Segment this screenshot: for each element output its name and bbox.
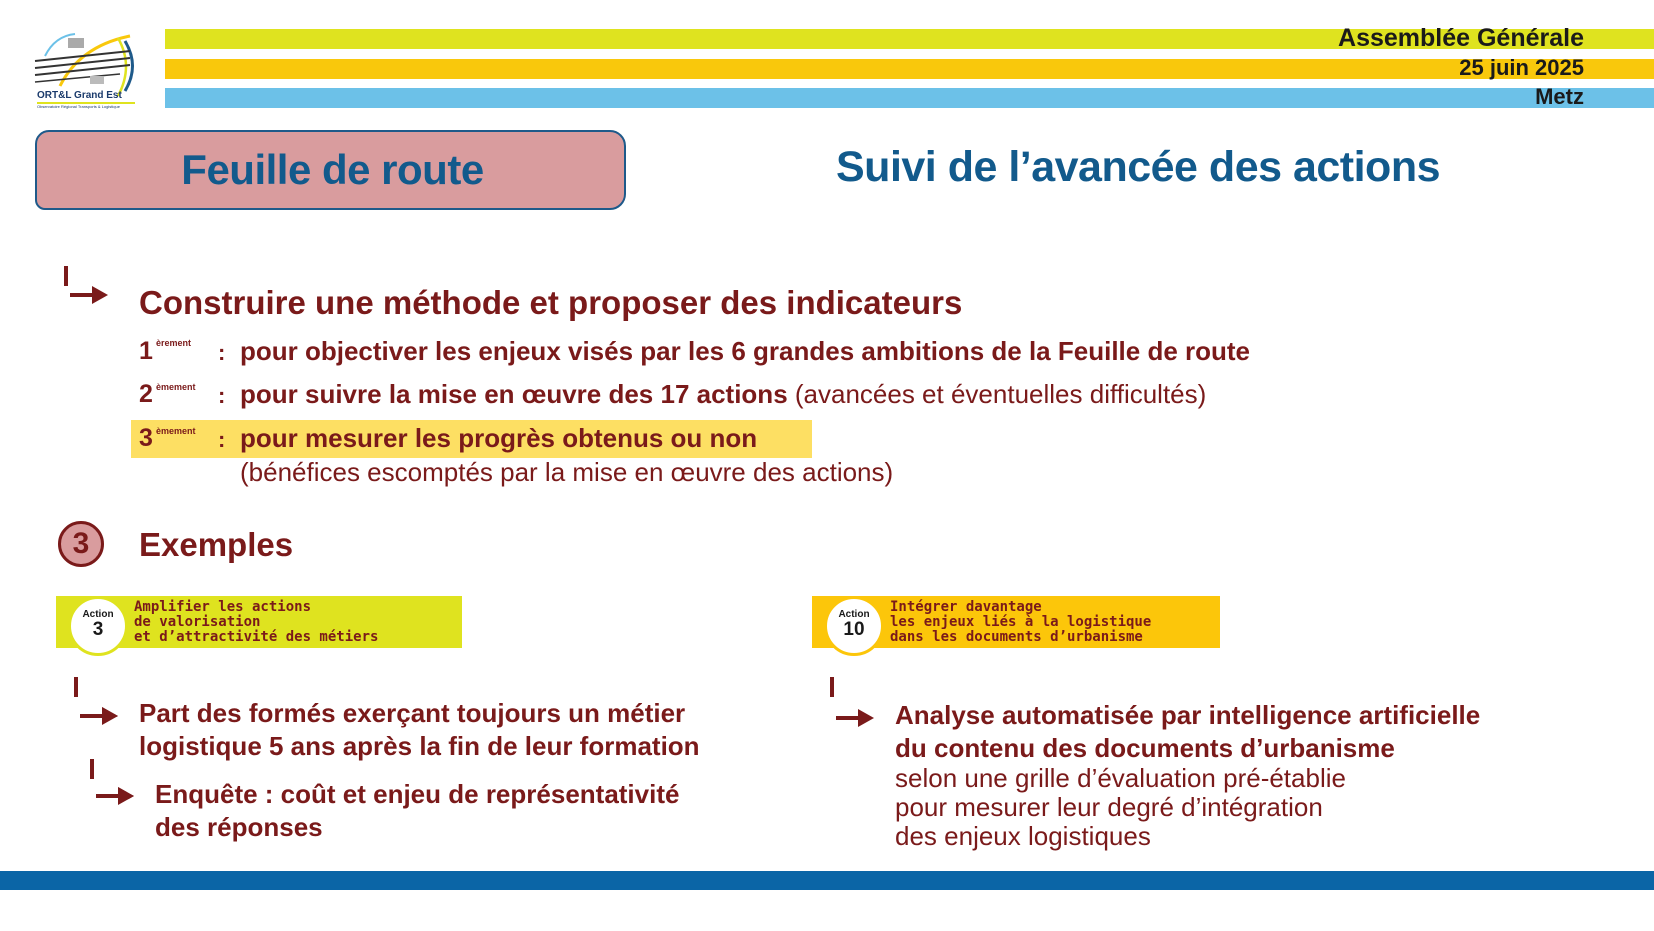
arrow-head-icon xyxy=(88,777,134,817)
roadmap-title-box xyxy=(35,130,626,210)
event-date: 25 juin 2025 xyxy=(1459,55,1584,80)
arrow-head-icon xyxy=(828,699,874,739)
step-3-bold: pour mesurer les progrès obtenus ou non xyxy=(240,423,758,453)
action-10-indicator-line: du contenu des documents d’urbanisme xyxy=(895,733,1395,763)
roadmap-title: Feuille de route xyxy=(181,146,484,193)
logo-name: ORT&L Grand Est xyxy=(37,90,122,101)
step-2-suffix: èmement xyxy=(156,382,196,392)
action-3-indicator xyxy=(139,697,700,763)
action-3-number: 3 xyxy=(92,619,104,640)
step-3-number: 3 xyxy=(139,424,153,452)
action-10-title-line: dans les documents d’urbanisme xyxy=(890,629,1143,645)
step-2-number: 2 xyxy=(139,380,153,408)
action-10-title-line: Intégrer davantage xyxy=(890,599,1042,615)
step-3-colon: : xyxy=(218,427,226,452)
header-band-orange xyxy=(165,59,1654,79)
action-10-title xyxy=(890,600,1151,645)
step-1-number: 1 xyxy=(139,337,153,365)
action-10-title-line: les enjeux liés à la logistique xyxy=(890,614,1152,630)
step-2-text xyxy=(240,379,1206,410)
header-band-blue xyxy=(165,88,1654,108)
action-3-title xyxy=(134,600,378,645)
action-3-indicator-line: Part des formés exerçant toujours un métier xyxy=(139,698,686,728)
step-1-text xyxy=(240,336,1250,367)
step-1-suffix: èrement xyxy=(156,338,192,348)
step-2-plain: (avancées et éventuelles difficultés) xyxy=(787,379,1207,409)
section-number-badge: 3 xyxy=(58,521,104,567)
action-3-indicator-line: logistique 5 ans après la fin de leur formation xyxy=(139,731,700,761)
action-3-title-line: Amplifier les actions xyxy=(134,599,312,615)
logo-subtitle: Observatoire Régional Transports & Logistique xyxy=(37,104,120,109)
action-10-detail-line: pour mesurer leur degré d’intégration xyxy=(895,792,1323,822)
action-3-note-line: des réponses xyxy=(155,812,323,842)
page-title: Suivi de l’avancée des actions xyxy=(836,143,1441,191)
action-10-label: Action xyxy=(838,609,870,620)
arrow-head-icon xyxy=(72,697,118,737)
step-2-bold: pour suivre la mise en œuvre des 17 actions xyxy=(240,379,788,409)
action-10-number: 10 xyxy=(843,619,865,640)
action-3-title-line: de valorisation xyxy=(134,614,261,630)
event-title: Assemblée Générale xyxy=(1338,24,1584,52)
action-3-note xyxy=(155,778,679,844)
step-3-text xyxy=(240,423,757,454)
action-10-circle xyxy=(824,596,884,656)
action-10-indicator-line: Analyse automatisée par intelligence artificielle xyxy=(895,700,1481,730)
action-3-label: Action xyxy=(82,609,114,620)
action-3-note-line: Enquête : coût et enjeu de représentativité xyxy=(155,779,680,809)
arrow-bullet-icon xyxy=(62,266,108,306)
step-1-colon: : xyxy=(218,340,226,365)
examples-heading: Exemples xyxy=(139,526,294,563)
method-heading: Construire une méthode et proposer des indicateurs xyxy=(139,284,963,321)
event-location: Metz xyxy=(1535,84,1584,109)
action-10-detail-line: des enjeux logistiques xyxy=(895,821,1151,851)
step-3-detail: (bénéfices escomptés par la mise en œuvre des actions) xyxy=(240,457,894,487)
action-10-detail xyxy=(895,764,1346,851)
action-3-circle xyxy=(68,596,128,656)
footer-bar xyxy=(0,871,1654,890)
step-1-bold: pour objectiver les enjeux visés par les 6 grandes ambitions de la Feuille de route xyxy=(240,336,1251,366)
action-10-indicator xyxy=(895,699,1480,765)
action-10-detail-line: selon une grille d’évaluation pré-établie xyxy=(895,763,1346,793)
step-2-colon: : xyxy=(218,383,226,408)
step-3-suffix: èmement xyxy=(156,426,196,436)
action-3-title-line: et d’attractivité des métiers xyxy=(134,629,379,645)
